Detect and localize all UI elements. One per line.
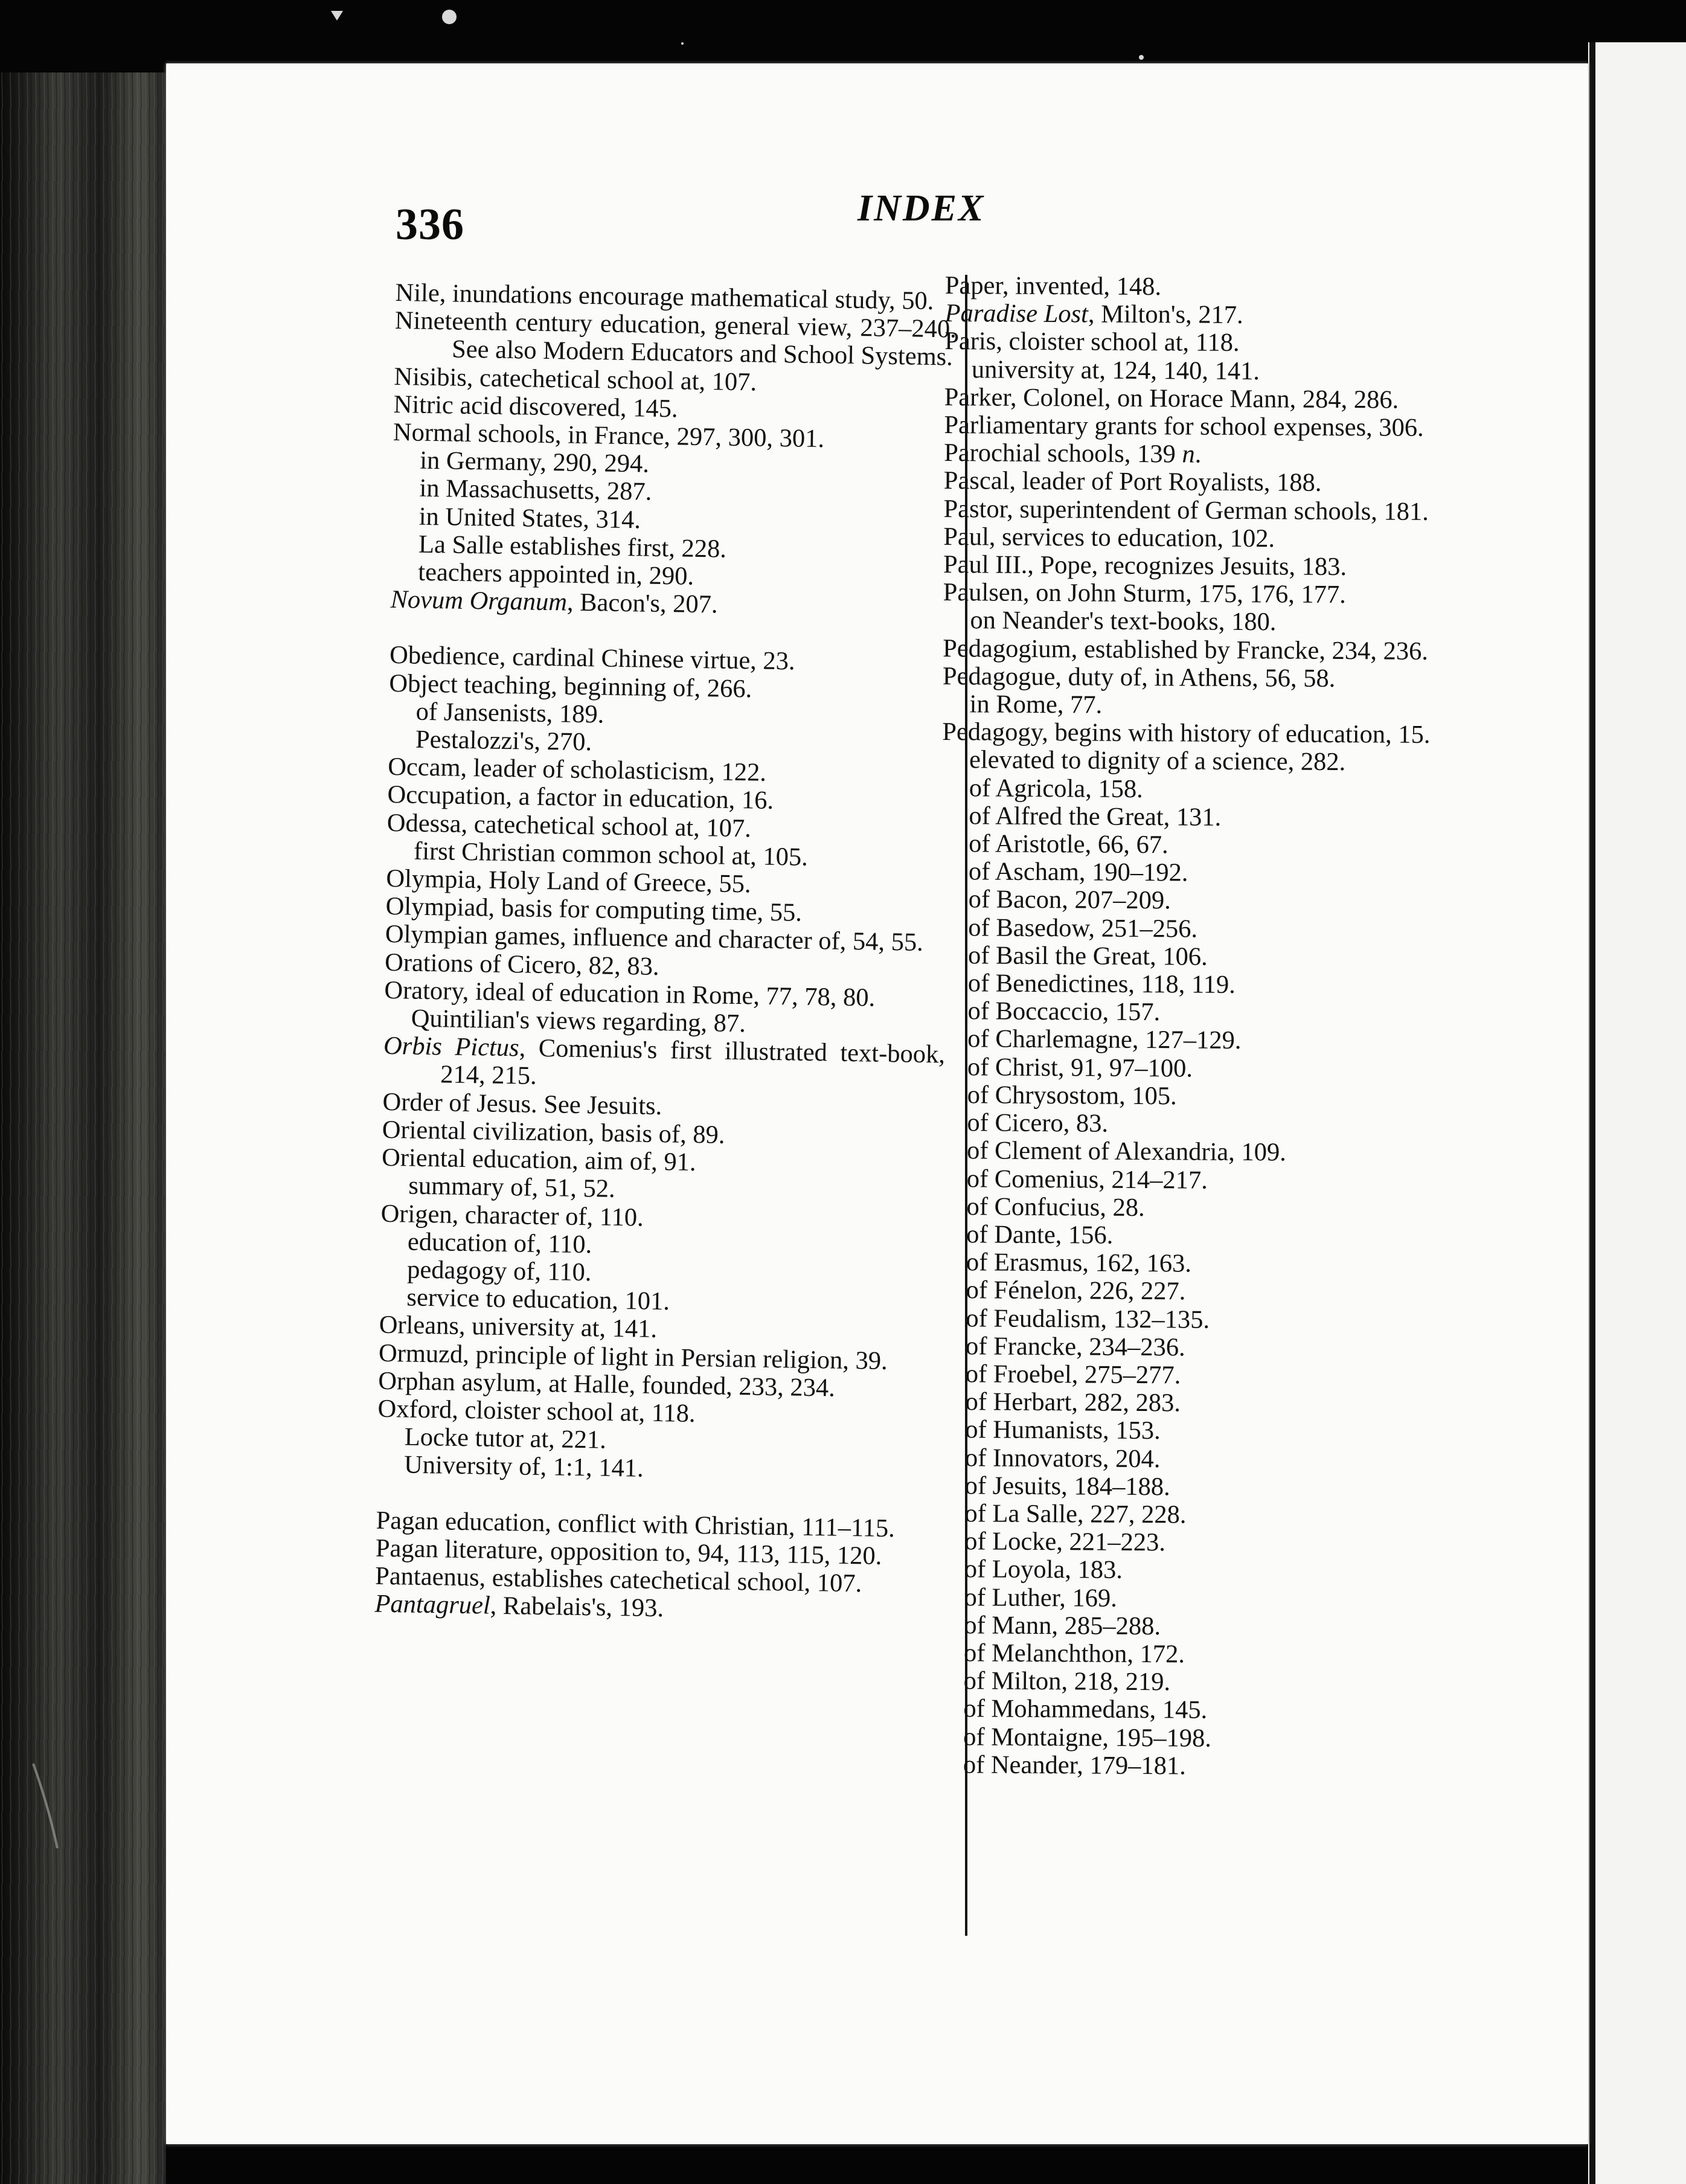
index-entry: summary of, 51, 52. xyxy=(408,1171,616,1204)
index-entry: University of, 1:1, 141. xyxy=(403,1450,644,1483)
index-entry: Normal schools, in France, 297, 300, 301. xyxy=(393,417,825,454)
index-entry: Paulsen, on John Sturm, 175, 176, 177. xyxy=(943,578,1346,609)
index-entry: Orbis Pictus, Comenius's first illustrated text-book, 214, 215. xyxy=(383,1032,946,1091)
index-entry: of Loyola, 183. xyxy=(964,1555,1123,1585)
index-entry: of Bacon, 207–209. xyxy=(968,885,1172,915)
index-entry: Paradise Lost, Milton's, 217. xyxy=(944,299,1243,330)
index-entry: Nile, inundations encourage mathematical study, 50. xyxy=(395,278,934,316)
italic-title: Novum Organum xyxy=(390,585,568,617)
index-entry: Order of Jesus. See Jesuits. xyxy=(382,1087,662,1120)
index-entry: of Locke, 221–223. xyxy=(964,1527,1166,1557)
index-entry: of Aristotle, 66, 67. xyxy=(969,829,1168,859)
index-entry: Oratory, ideal of education in Rome, 77, 78, 80. xyxy=(384,975,876,1012)
index-entry: Olympian games, influence and character of, 54, 55. xyxy=(385,920,924,957)
index-entry: Origen, character of, 110. xyxy=(380,1199,644,1232)
index-entry: Novum Organum, Bacon's, 207. xyxy=(390,585,718,619)
index-entry: Olympiad, basis for computing time, 55. xyxy=(385,892,803,927)
index-entry: of Alfred the Great, 131. xyxy=(969,801,1222,832)
index-entry: of Clement of Alexandria, 109. xyxy=(966,1136,1287,1167)
index-entry: Orleans, university at, 141. xyxy=(379,1311,658,1344)
index-entry: Pascal, leader of Port Royalists, 188. xyxy=(943,466,1322,498)
index-entry: Oxford, cloister school at, 118. xyxy=(377,1394,696,1428)
index-entry: Olympia, Holy Land of Greece, 55. xyxy=(386,864,751,899)
index-entry: Nineteenth century education, general view, 237–240. See also Modern Educators and School Systems. xyxy=(394,306,957,371)
index-entry: of Confucius, 28. xyxy=(966,1192,1145,1222)
index-entry: of Fénelon, 226, 227. xyxy=(966,1276,1186,1306)
index-entry: in United States, 314. xyxy=(418,502,641,535)
index-entry: Pastor, superintendent of German schools, 181. xyxy=(943,494,1429,526)
index-entry: of Francke, 234–236. xyxy=(965,1331,1185,1362)
italic-title: n xyxy=(1182,440,1195,469)
index-entry: Paper, invented, 148. xyxy=(944,271,1162,301)
italic-title: Paradise Lost xyxy=(944,299,1089,329)
index-entry: of Mann, 285–288. xyxy=(964,1610,1161,1640)
index-entry: of Christ, 91, 97–100. xyxy=(967,1052,1193,1083)
index-entry: service to education, 101. xyxy=(406,1283,670,1316)
index-entry: Pedagogue, duty of, in Athens, 56, 58. xyxy=(942,661,1336,693)
index-entry: of Chrysostom, 105. xyxy=(967,1081,1177,1111)
index-entry: Pantagruel, Rabelais's, 193. xyxy=(374,1589,664,1623)
index-entry: of Charlemagne, 127–129. xyxy=(967,1024,1242,1055)
index-entry: of Erasmus, 162, 163. xyxy=(966,1248,1192,1278)
index-entry: Paul, services to education, 102. xyxy=(943,522,1275,553)
index-entry: of Agricola, 158. xyxy=(969,773,1143,803)
index-entry: in Rome, 77. xyxy=(969,690,1103,719)
index-entry: of La Salle, 227, 228. xyxy=(964,1499,1187,1529)
index-entry: Parochial schools, 139 n. xyxy=(944,438,1202,469)
index-entry: of Benedictines, 118, 119. xyxy=(967,969,1236,1000)
index-entry: La Salle establishes first, 228. xyxy=(418,530,727,564)
index-entry: Pedagogium, established by Francke, 234, 236. xyxy=(943,634,1429,666)
index-entry: Obedience, cardinal Chinese virtue, 23. xyxy=(389,641,796,676)
index-entry: of Neander, 179–181. xyxy=(963,1750,1186,1781)
index-entry: Ormuzd, principle of light in Persian religion, 39. xyxy=(378,1338,888,1375)
index-entry: in Massachusetts, 287. xyxy=(419,474,652,507)
index-entry: teachers appointed in, 290. xyxy=(418,557,694,591)
italic-title: Orbis Pictus xyxy=(383,1032,520,1062)
facing-page-edge xyxy=(1588,42,1686,2184)
index-entry: of Feudalism, 132–135. xyxy=(966,1303,1210,1334)
index-column-left xyxy=(374,279,957,1627)
index-entry: in Germany, 290, 294. xyxy=(419,446,650,478)
index-entry: Pagan education, conflict with Christian, 111–115. xyxy=(376,1506,896,1543)
index-entry: elevated to dignity of a science, 282. xyxy=(969,745,1346,777)
index-entry: Nitric acid discovered, 145. xyxy=(393,390,678,423)
index-entry: of Melanchthon, 172. xyxy=(963,1639,1185,1669)
index-entry: Oriental civilization, basis of, 89. xyxy=(382,1115,725,1149)
index-entry: Quintilian's views regarding, 87. xyxy=(411,1004,746,1038)
index-entry: of Mohammedans, 145. xyxy=(963,1694,1208,1725)
index-entry: first Christian common school at, 105. xyxy=(413,837,809,872)
index-entry: Nisibis, catechetical school at, 107. xyxy=(394,362,757,397)
index-entry: Pantaenus, establishes catechetical school, 107. xyxy=(374,1561,862,1598)
index-entry: on Neander's text-books, 180. xyxy=(970,606,1277,637)
index-column-right xyxy=(936,272,1489,1782)
index-entry: of Milton, 218, 219. xyxy=(963,1666,1171,1697)
index-entry: of Boccaccio, 157. xyxy=(967,997,1161,1027)
index-entry: Paris, cloister school at, 118. xyxy=(944,327,1240,358)
index-entry: Occupation, a factor in education, 16. xyxy=(387,780,774,815)
index-entry: of Jansenists, 189. xyxy=(415,697,604,729)
page-number: 336 xyxy=(396,200,464,249)
index-entry: Locke tutor at, 221. xyxy=(404,1422,607,1454)
index-entry: Pestalozzi's, 270. xyxy=(415,725,592,757)
page-gutter xyxy=(1589,42,1595,2184)
index-entry: of Basil the Great, 106. xyxy=(967,941,1208,971)
index-entry: of Ascham, 190–192. xyxy=(968,857,1188,887)
index-entry: Odessa, catechetical school at, 107. xyxy=(386,808,752,843)
index-entry: of Dante, 156. xyxy=(966,1220,1114,1250)
index-entry: of Comenius, 214–217. xyxy=(966,1164,1208,1195)
italic-title: Pantagruel xyxy=(374,1589,491,1620)
index-entry: of Basedow, 251–256. xyxy=(968,913,1198,943)
index-entry: Object teaching, beginning of, 266. xyxy=(389,669,752,703)
running-head: INDEX xyxy=(857,188,986,229)
index-entry: of Humanists, 153. xyxy=(965,1415,1161,1445)
index-entry: of Luther, 169. xyxy=(964,1582,1117,1613)
index-entry: university at, 124, 140, 141. xyxy=(971,355,1260,385)
index-entry: of Jesuits, 184–188. xyxy=(964,1471,1170,1502)
index-entry: Oriental education, aim of, 91. xyxy=(381,1143,696,1177)
index-entry: of Montaigne, 195–198. xyxy=(963,1722,1212,1753)
index-entry: Parliamentary grants for school expenses, 306. xyxy=(944,411,1424,442)
index-entry: Occam, leader of scholasticism, 122. xyxy=(387,753,767,787)
index-entry: Pagan literature, opposition to, 94, 113, 115, 120. xyxy=(375,1534,882,1570)
index-entry: Paul III., Pope, recognizes Jesuits, 183. xyxy=(943,550,1347,582)
index-entry: education of, 110. xyxy=(407,1227,592,1259)
index-entry: Orations of Cicero, 82, 83. xyxy=(384,948,659,981)
index-entry: pedagogy of, 110. xyxy=(406,1255,592,1287)
index-entry: of Herbart, 282, 283. xyxy=(965,1387,1181,1418)
index-entry: Parker, Colonel, on Horace Mann, 284, 286. xyxy=(944,382,1399,414)
index-entry: of Cicero, 83. xyxy=(967,1108,1109,1138)
index-entry: Pedagogy, begins with history of education, 15. xyxy=(942,718,1431,750)
index-entry: Orphan asylum, at Halle, founded, 233, 234. xyxy=(377,1366,836,1402)
index-entry: of Innovators, 204. xyxy=(964,1443,1161,1473)
index-entry: of Froebel, 275–277. xyxy=(965,1360,1181,1390)
